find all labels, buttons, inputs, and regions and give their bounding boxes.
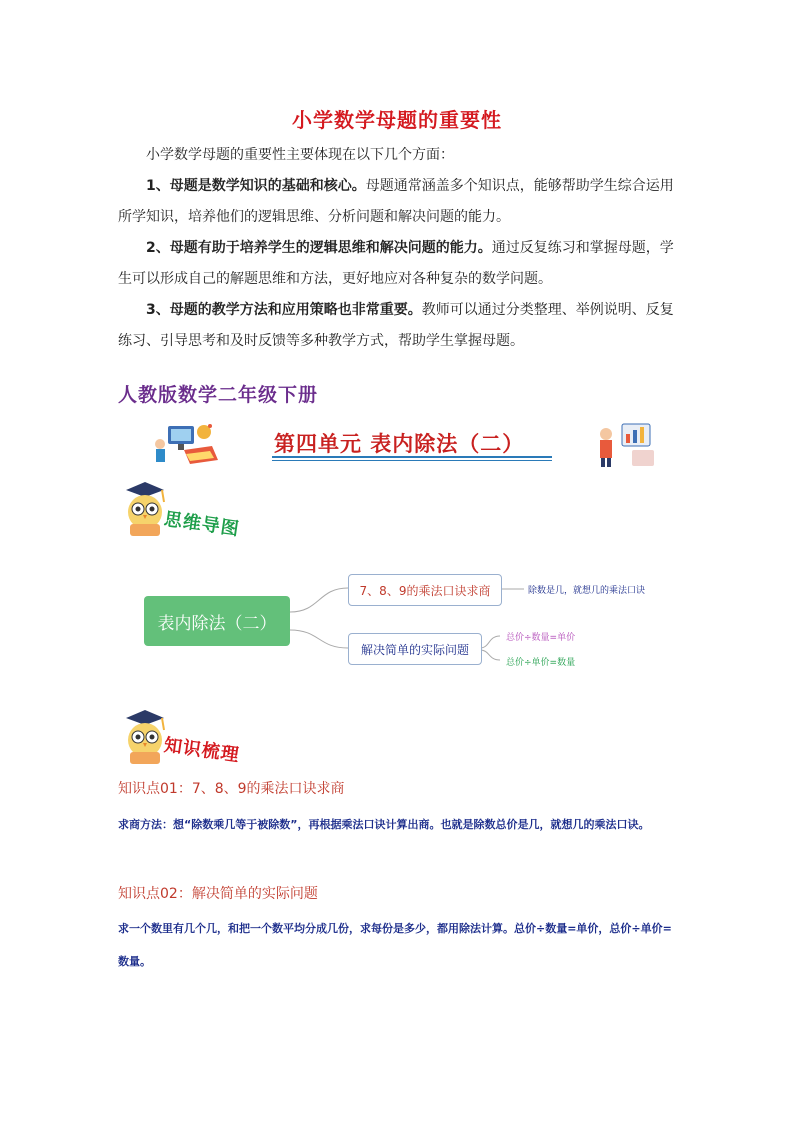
point-2-bold: 2、母题有助于培养学生的逻辑思维和解决问题的能力。 — [146, 240, 492, 256]
mindmap-branch-2-leaf-2: 总价÷单价=数量 — [506, 658, 576, 668]
point-2-text: 通过反复练习和掌握母题，学生可以形成自己的解题思维和方法，更好地应对各种复杂的数学问题。 — [118, 240, 674, 287]
book-title: 人教版数学二年级下册 — [118, 384, 319, 406]
mindmap-badge: 思维导图 — [162, 508, 241, 541]
mindmap-branch-1-leaf: 除数是几，就想几的乘法口诀 — [528, 586, 646, 596]
point-1-bold: 1、母题是数学知识的基础和核心。 — [146, 178, 366, 194]
knowledge-point-1-title: 知识点01：7、8、9的乘法口诀求商 — [118, 781, 345, 797]
intro-text: 小学数学母题的重要性主要体现在以下几个方面： — [146, 147, 454, 163]
owl-mascot-icon — [118, 710, 172, 766]
point-1-text: 母题通常涵盖多个知识点，能够帮助学生综合运用所学知识，培养他们的逻辑思维、分析问题和解决问题的能力。 — [118, 178, 674, 225]
knowledge-point-2-body: 求一个数里有几个几，和把一个数平均分成几份，求每份是多少，都用除法计算。总价÷数量=单价，总价÷单价=数量。 — [118, 922, 672, 968]
mindmap-branch-2: 解决简单的实际问题 — [348, 633, 482, 665]
mindmap-branch-2-leaf-1: 总价÷数量=单价 — [506, 633, 576, 643]
knowledge-badge: 知识梳理 — [162, 734, 241, 767]
mindmap-branch-1: 7、8、9的乘法口诀求商 — [348, 574, 502, 606]
point-3-text: 教师可以通过分类整理、举例说明、反复练习、引导思考和及时反馈等多种教学方式，帮助学生掌握母题。 — [118, 302, 674, 349]
point-3-bold: 3、母题的教学方法和应用策略也非常重要。 — [146, 302, 422, 318]
page-title: 小学数学母题的重要性 — [292, 108, 502, 132]
knowledge-point-2-title: 知识点02：解决简单的实际问题 — [118, 886, 318, 902]
mindmap-root: 表内除法（二） — [144, 596, 290, 646]
knowledge-point-1-body: 求商方法：想“除数乘几等于被除数”，再根据乘法口诀计算出商。也就是除数总价是几，就想几的乘法口诀。 — [118, 818, 650, 831]
unit-title: 第四单元 表内除法（二） — [274, 431, 525, 456]
